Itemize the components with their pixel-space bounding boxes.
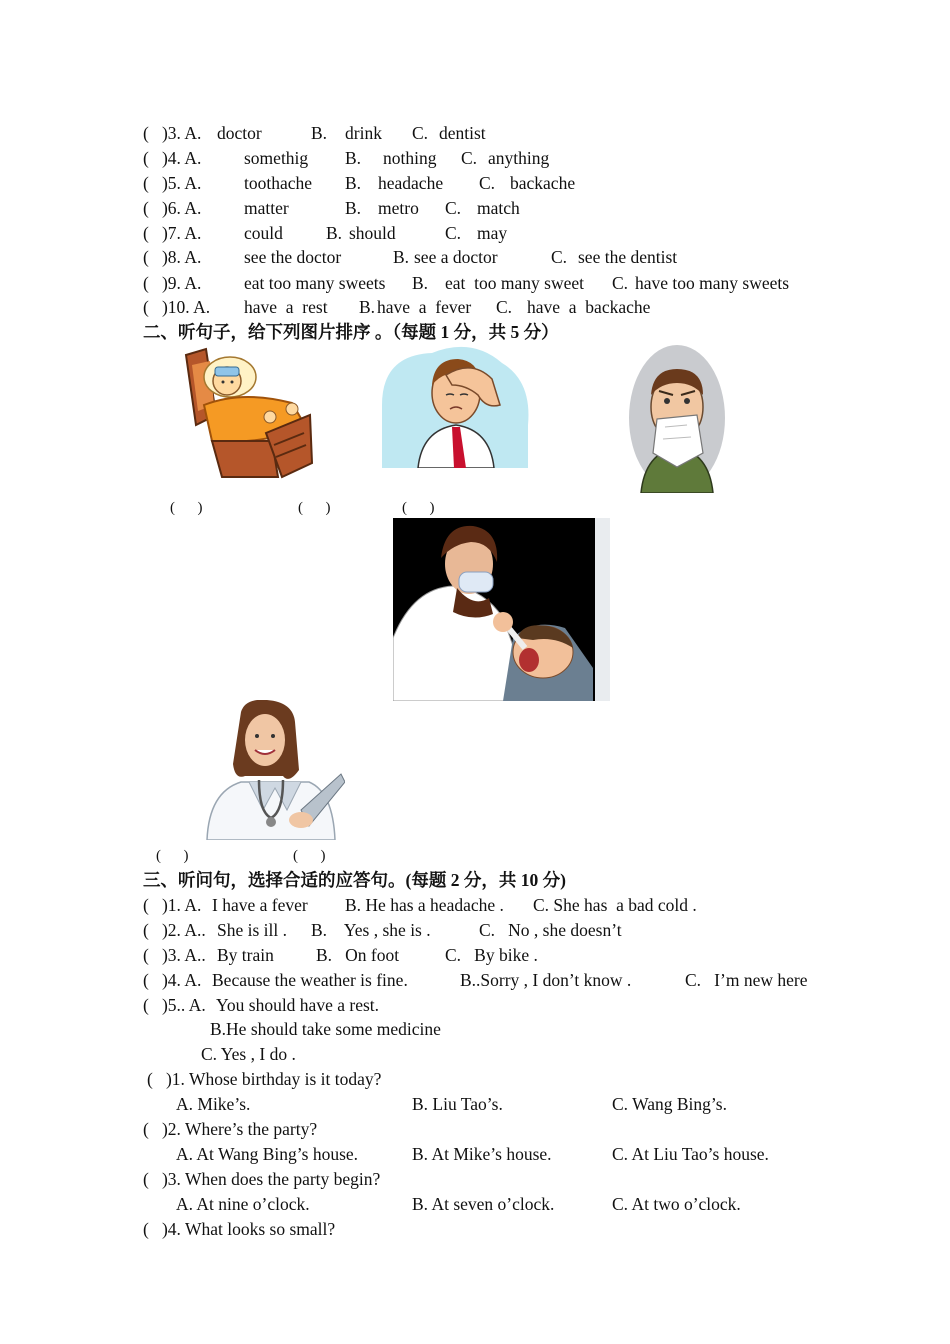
option-c: C. By bike .: [445, 945, 538, 965]
option-a: eat too many sweets: [244, 273, 386, 293]
option-a: Because the weather is fine.: [212, 970, 408, 990]
option-c: may: [477, 223, 508, 243]
option-c-label: C.: [551, 247, 568, 267]
option-b-label: B.: [311, 123, 328, 143]
option-b-label: B.: [345, 148, 362, 168]
option-a: She is ill .: [217, 920, 288, 940]
option-a: You should have a rest.: [216, 995, 380, 1015]
option-c: have a backache: [527, 297, 651, 317]
option-c: C. No , she doesn’t: [479, 920, 622, 940]
option-b: see a doctor: [414, 247, 498, 267]
option-c-label: C.: [412, 123, 429, 143]
option-b-label: B.: [345, 173, 362, 193]
sick-child-in-bed-icon: [182, 345, 314, 480]
q-number: ( )1. A.: [143, 895, 202, 915]
answer-blank-4[interactable]: ( ): [156, 848, 189, 864]
option-b: should: [349, 223, 396, 243]
option-a: see the doctor: [244, 247, 342, 267]
option-b: eat too many sweet: [445, 273, 584, 293]
option-b: headache: [378, 173, 444, 193]
option-a: have a rest: [244, 297, 328, 317]
dentist-examining-boy-icon: [393, 518, 610, 701]
option-a: matter: [244, 198, 289, 218]
option-a: doctor: [217, 123, 262, 143]
option-c-label: C.: [445, 223, 462, 243]
option-b-label: B.: [412, 273, 429, 293]
option-b-label: B.: [345, 198, 362, 218]
q-number: ( )3. A..: [143, 945, 206, 965]
option-a: A. Mike’s.: [176, 1094, 251, 1114]
option-b: B.He should take some medicine: [210, 1019, 441, 1039]
q-number: ( )10. A.: [143, 297, 211, 317]
option-c: C. She has a bad cold .: [533, 895, 697, 915]
option-c: match: [477, 198, 520, 218]
option-c-label: C.: [612, 273, 629, 293]
option-c: C. At two o’clock.: [612, 1194, 741, 1214]
option-a: could: [244, 223, 283, 243]
question: ( )4. What looks so small?: [143, 1219, 336, 1239]
q-number: ( )4. A.: [143, 148, 202, 168]
option-b-label: B.: [326, 223, 343, 243]
option-b: B. At Mike’s house.: [412, 1144, 552, 1164]
option-c-label: C.: [479, 173, 496, 193]
option-a: A. At nine o’clock.: [176, 1194, 310, 1214]
q-number: ( )2. A..: [143, 920, 206, 940]
option-c: C. I’m new here: [685, 970, 808, 990]
man-blowing-nose-icon: [627, 343, 727, 493]
female-doctor-icon: [205, 700, 345, 840]
q-number: ( )6. A.: [143, 198, 202, 218]
option-c: C. Yes , I do .: [201, 1044, 296, 1064]
option-c: see the dentist: [578, 247, 678, 267]
option-c-label: C.: [445, 198, 462, 218]
option-c: have too many sweets: [635, 273, 790, 293]
option-b: B. At seven o’clock.: [412, 1194, 555, 1214]
man-with-headache-icon: [382, 345, 530, 468]
option-a: A. At Wang Bing’s house.: [176, 1144, 359, 1164]
answer-blank-3[interactable]: ( ): [402, 500, 435, 516]
q-number: ( )9. A.: [143, 273, 202, 293]
q-number: ( )3. A.: [143, 123, 202, 143]
option-c-label: C.: [496, 297, 513, 317]
question: ( )3. When does the party begin?: [143, 1169, 381, 1189]
option-b: B. On foot: [316, 945, 400, 965]
option-b-label: B.: [393, 247, 410, 267]
option-a: By train: [217, 945, 274, 965]
option-b: B..Sorry , I don’t know .: [460, 970, 632, 990]
option-c: C. Wang Bing’s.: [612, 1094, 727, 1114]
option-c: dentist: [439, 123, 486, 143]
q-number: ( )4. A.: [143, 970, 202, 990]
answer-blank-1[interactable]: ( ): [170, 500, 203, 516]
option-b-label: B.: [359, 297, 376, 317]
option-c-label: C.: [461, 148, 478, 168]
option-b: B. Liu Tao’s.: [412, 1094, 503, 1114]
section2-heading: 二、听句子，给下列图片排序 。（每题 1 分，共 5 分）: [143, 322, 559, 342]
option-b: B. Yes , she is .: [311, 920, 431, 940]
option-a: somethig: [244, 148, 309, 168]
option-b: metro: [378, 198, 419, 218]
answer-blank-2[interactable]: ( ): [298, 500, 331, 516]
option-b: B. He has a headache .: [345, 895, 504, 915]
question: ( )2. Where’s the party?: [143, 1119, 318, 1139]
option-c: backache: [510, 173, 576, 193]
question: ( )1. Whose birthday is it today?: [147, 1069, 382, 1089]
answer-blank-5[interactable]: ( ): [293, 848, 326, 864]
option-a: I have a fever: [212, 895, 308, 915]
option-b: nothing: [383, 148, 437, 168]
option-c: anything: [488, 148, 550, 168]
q-number: ( )5.. A.: [143, 995, 206, 1015]
section3-heading: 三、听问句，选择合适的应答句。(每题 2 分，共 10 分): [143, 870, 566, 890]
q-number: ( )8. A.: [143, 247, 202, 267]
option-b: have a fever: [377, 297, 472, 317]
option-a: toothache: [244, 173, 313, 193]
q-number: ( )7. A.: [143, 223, 202, 243]
option-b: drink: [345, 123, 382, 143]
q-number: ( )5. A.: [143, 173, 202, 193]
option-c: C. At Liu Tao’s house.: [612, 1144, 769, 1164]
